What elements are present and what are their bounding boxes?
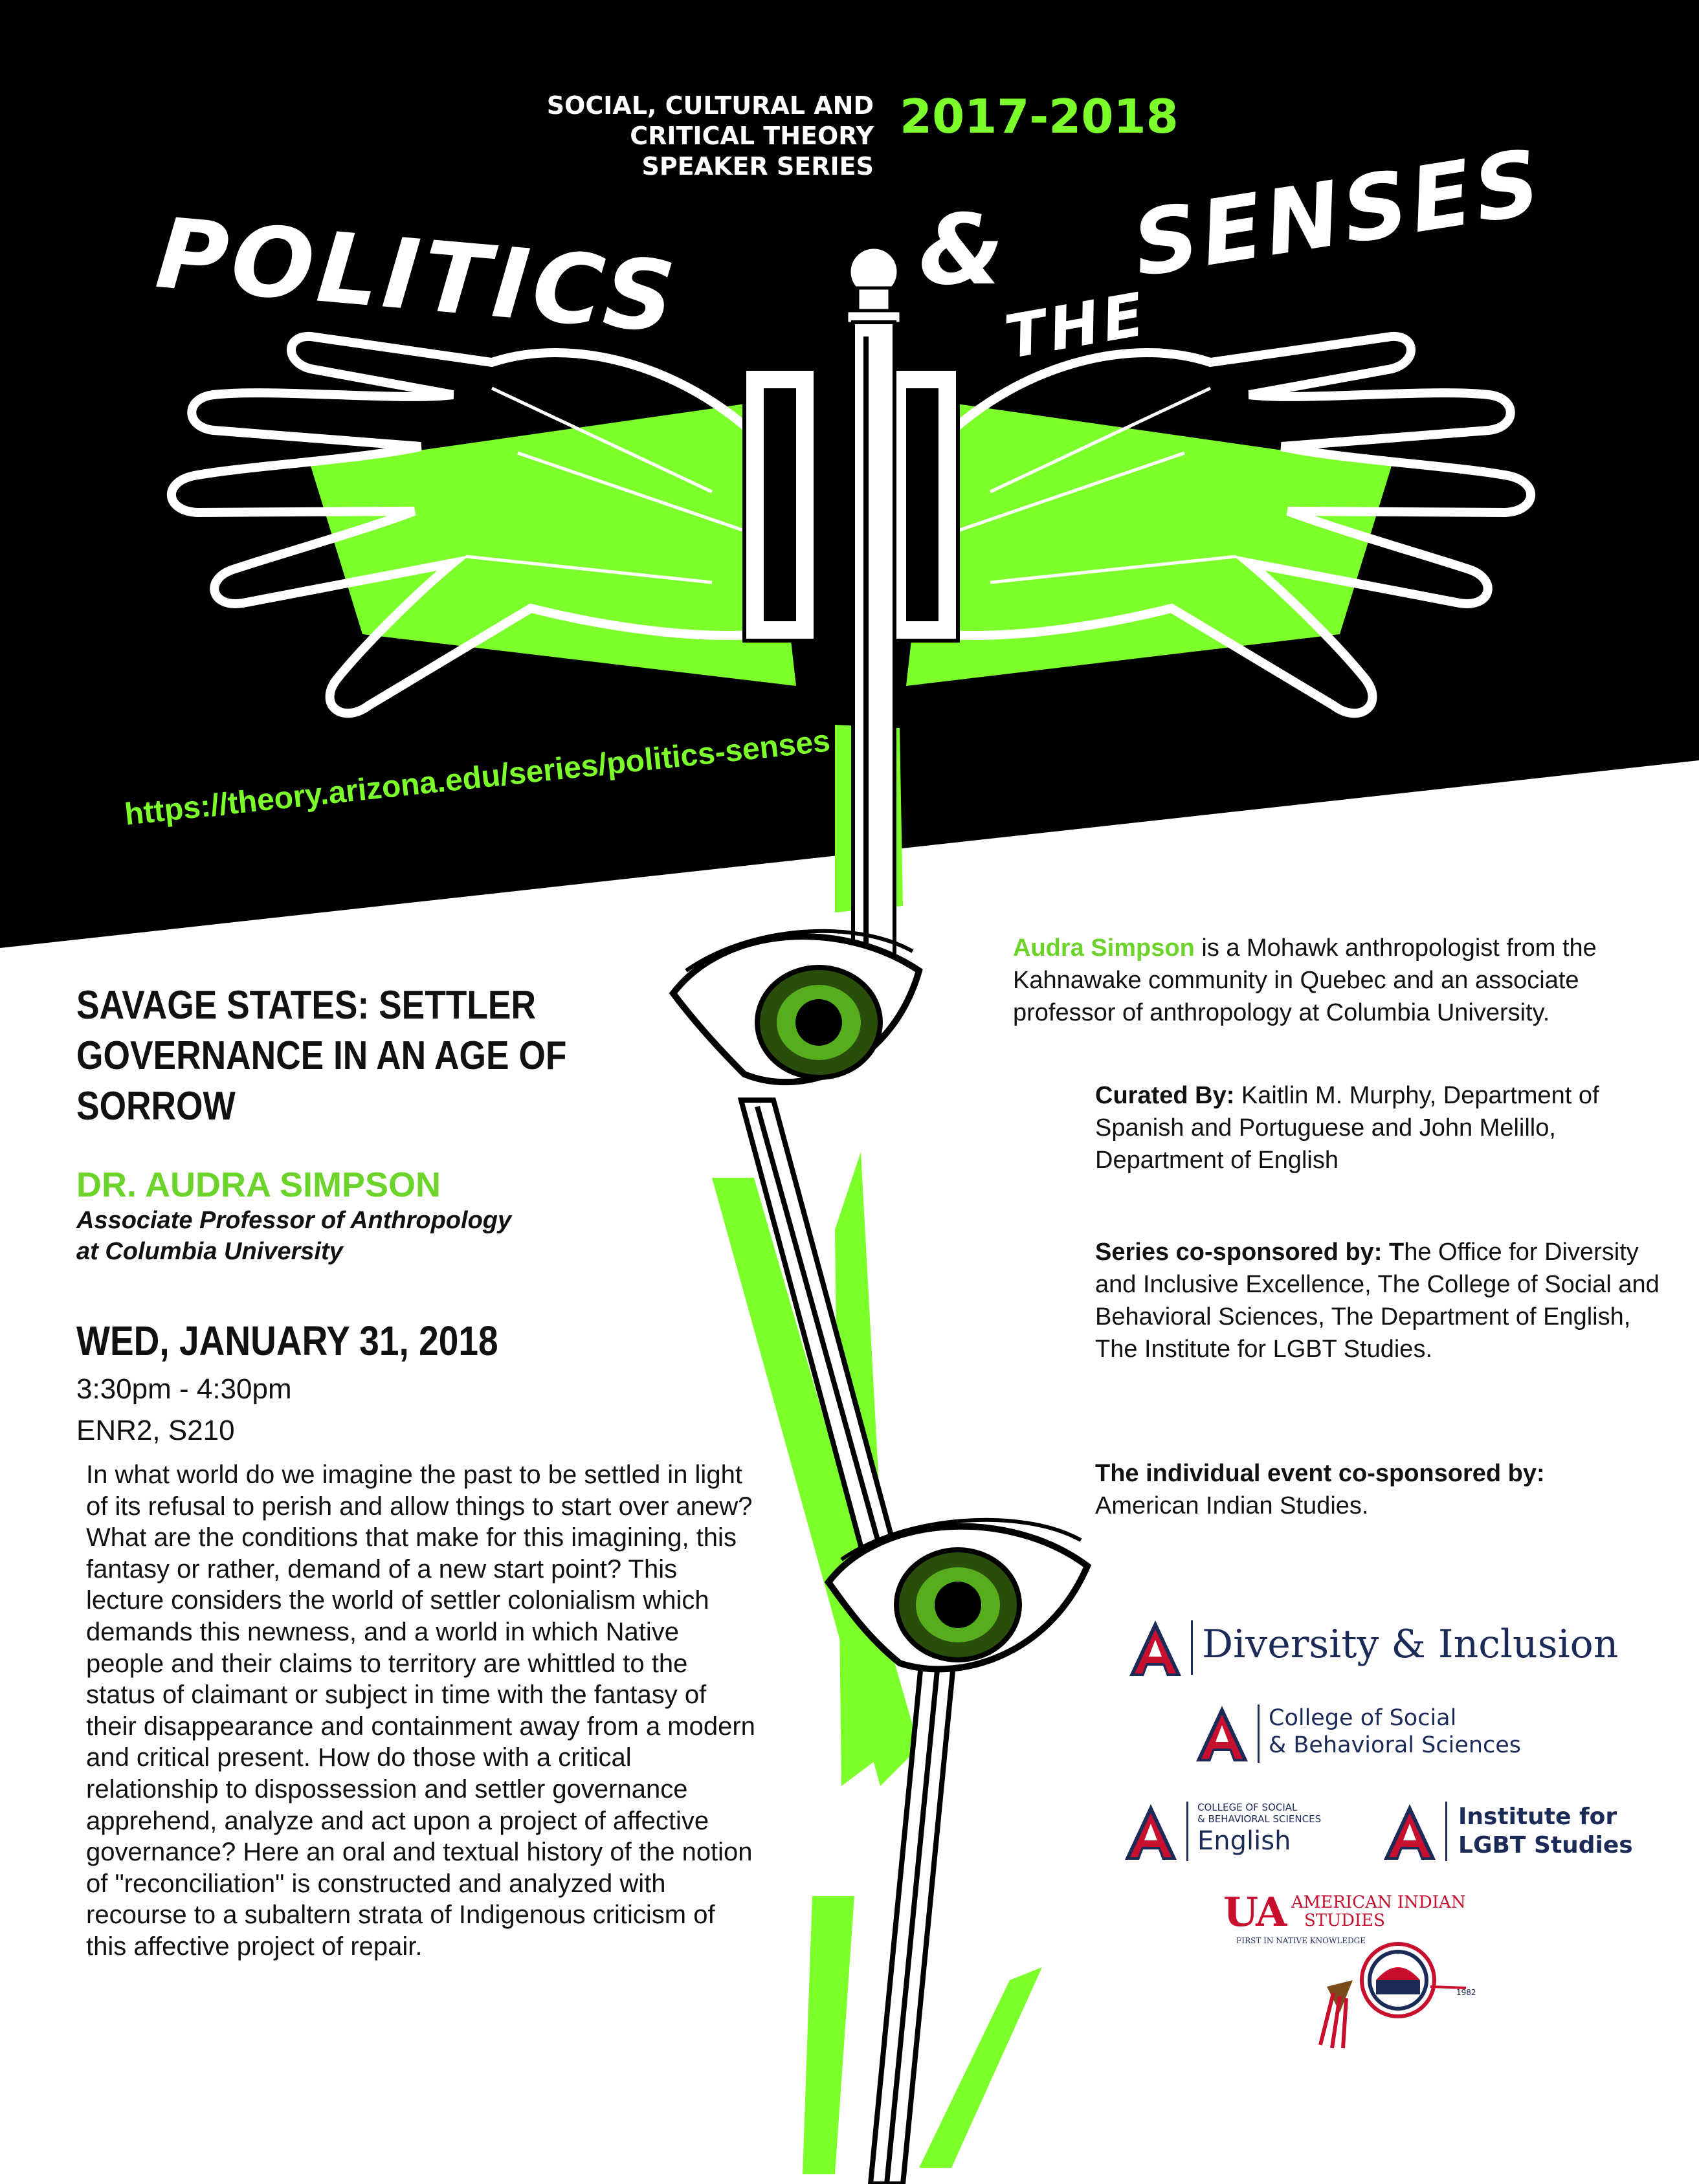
lgbt-text xyxy=(1458,1803,1633,1860)
series-line-3: SPEAKER SERIES xyxy=(641,152,874,181)
sbs-line-1: College of Social xyxy=(1269,1705,1457,1731)
event-cosponsor xyxy=(1095,1457,1665,1522)
ua-a-icon xyxy=(1196,1706,1248,1761)
series-line-2: CRITICAL THEORY xyxy=(630,122,874,150)
diversity-inclusion-text: Diversity & Inclusion xyxy=(1202,1622,1619,1667)
lecture-abstract: In what world do we imagine the past to be settled in light of its refusal to perish and allow things to start over anew? What are the conditions that make for this imagining, this fantasy or rather, demand of a new start point? This lecture considers the world of settler colonialism which demands this newness, and a world in which Native people and their claims to territory are whittled to the status of claimant or subject in time with the fantasy of their disappearance and containment away from a modern and critical present. How do those with a critical relationship to dispossession and settler governance apprehend, analyze and act upon a project of affective governance? Here an oral and textual history of the notion of "reconciliation" is constructed and analyzed with recourse to a subaltern strata of Indigenous criticism of this affective project of repair. xyxy=(86,1461,755,1961)
speaker-position xyxy=(76,1205,568,1267)
ais-name xyxy=(1291,1893,1466,1930)
position-line-2: at Columbia University xyxy=(76,1238,343,1265)
central-rod xyxy=(847,247,901,995)
english-label: English xyxy=(1197,1826,1291,1856)
sbs-line-2: & Behavioral Sciences xyxy=(1269,1732,1522,1758)
lgbt-line-1: Institute for xyxy=(1458,1803,1617,1830)
ais-seal-icon xyxy=(1314,1941,1469,2051)
english-logo xyxy=(1125,1799,1371,1864)
bio-name: Audra Simpson xyxy=(1013,934,1195,962)
curated-label: Curated By: xyxy=(1095,1082,1235,1109)
series-cosponsors-text: he Office for Diversity and Inclusive Excellence, The College of Social and Behavioral Sciences, The Department of English, The Institute for LGBT Studies. xyxy=(1095,1239,1660,1363)
event-cosponsor-label: The individual event co-sponsored by: xyxy=(1095,1460,1545,1487)
series-line-1: SOCIAL, CULTURAL AND xyxy=(546,91,874,120)
upper-eye-illustration xyxy=(673,931,919,1082)
series-year: 2017-2018 xyxy=(900,89,1179,144)
event-location: ENR2, S210 xyxy=(76,1415,235,1446)
event-date: WED, JANUARY 31, 2018 xyxy=(76,1318,498,1364)
ais-ua: UA xyxy=(1223,1888,1286,1936)
ais-line-2: STUDIES xyxy=(1304,1911,1385,1930)
bio-text: is a Mohawk anthropologist from the Kahnawake community in Quebec and an associate professor of anthropology at Columbia University. xyxy=(1013,934,1597,1026)
ais-line-1: AMERICAN INDIAN xyxy=(1291,1893,1466,1912)
lgbt-logo xyxy=(1384,1799,1656,1864)
position-line-1: Associate Professor of Anthropology xyxy=(76,1207,512,1234)
english-small-line-1: COLLEGE OF SOCIAL xyxy=(1197,1802,1298,1813)
ua-a-icon xyxy=(1125,1804,1177,1860)
title-politics: POLITICS xyxy=(151,197,683,355)
green-strip xyxy=(919,1967,1042,2168)
speaker-name: DR. AUDRA SIMPSON xyxy=(76,1165,441,1204)
lgbt-line-2: LGBT Studies xyxy=(1458,1832,1633,1859)
series-cosponsors xyxy=(1095,1236,1665,1365)
series-cosponsors-label: Series co-sponsored by: T xyxy=(1095,1239,1405,1266)
diversity-inclusion-logo xyxy=(1129,1616,1619,1681)
ais-tagline: FIRST IN NATIVE KNOWLEDGE xyxy=(1236,1936,1366,1945)
event-cosponsor-text: American Indian Studies. xyxy=(1095,1492,1369,1519)
english-text xyxy=(1197,1802,1321,1857)
sbs-logo xyxy=(1196,1702,1559,1767)
green-strip xyxy=(803,1896,854,2174)
event-time: 3:30pm - 4:30pm xyxy=(76,1373,292,1405)
ua-a-icon xyxy=(1384,1804,1436,1860)
lecture-title: SAVAGE STATES: SETTLER GOVERNANCE IN AN AGE OF SORROW xyxy=(76,983,567,1129)
title-the: THE xyxy=(1000,279,1153,373)
series-name xyxy=(291,91,874,182)
series-url[interactable]: https://theory.arizona.edu/series/politics-senses xyxy=(123,723,832,832)
english-small-line-2: & BEHAVIORAL SCIENCES xyxy=(1197,1813,1322,1825)
title-senses: SENSES xyxy=(1126,129,1551,298)
ais-year: 1982 xyxy=(1456,1988,1476,1997)
american-indian-studies-logo xyxy=(1223,1890,1547,2051)
speaker-bio xyxy=(1013,932,1647,1029)
sbs-text xyxy=(1269,1704,1521,1759)
ua-a-icon xyxy=(1129,1620,1181,1676)
curated-text: Kaitlin M. Murphy, Department of Spanish and Portuguese and John Melillo, Department of English xyxy=(1095,1082,1599,1174)
title-ampersand: & xyxy=(919,194,1008,307)
curated-by xyxy=(1095,1079,1665,1176)
